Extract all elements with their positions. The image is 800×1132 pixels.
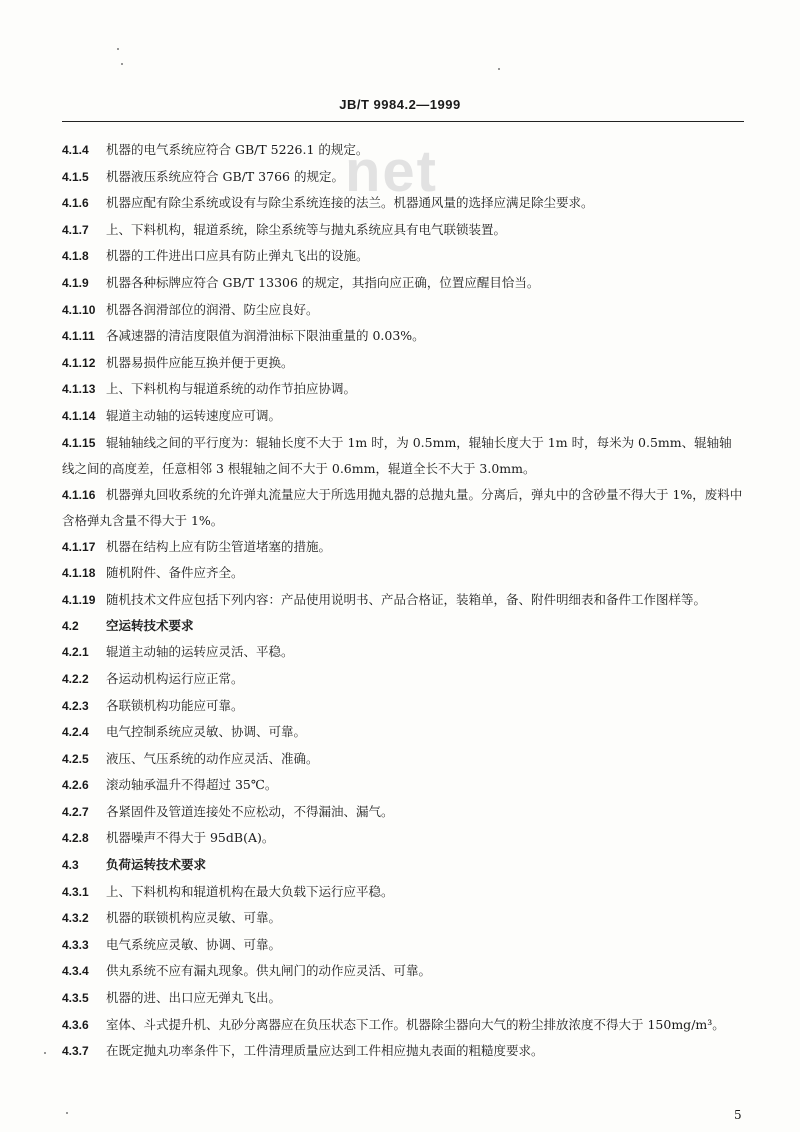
clause-text: 上、下料机构与辊道系统的动作节拍应协调。 bbox=[106, 381, 357, 397]
scan-speck bbox=[121, 63, 123, 65]
clause-item bbox=[62, 958, 744, 985]
clause-item bbox=[62, 403, 744, 430]
clause-number: 4.2.7 bbox=[62, 804, 89, 819]
clause-text: 上、下料机构，辊道系统，除尘系统等与抛丸系统应具有电气联锁装置。 bbox=[106, 221, 507, 237]
clause-item bbox=[62, 297, 744, 324]
clause-item bbox=[62, 587, 744, 613]
clause-text: 机器应配有除尘系统或设有与除尘系统连接的法兰。机器通风量的选择应满足除尘要求。 bbox=[106, 195, 594, 211]
page-number: 5 bbox=[734, 1108, 742, 1122]
clause-text: 机器的进、出口应无弹丸飞出。 bbox=[106, 990, 282, 1006]
clause-text: 各联锁机构功能应可靠。 bbox=[106, 697, 244, 713]
clause-item bbox=[62, 137, 744, 164]
scan-speck bbox=[66, 1112, 68, 1114]
clause-text: 滚动轴承温升不得超过 35℃。 bbox=[106, 777, 278, 793]
clause-text: 各紧固件及管道连接处不应松动，不得漏油、漏气。 bbox=[106, 803, 394, 819]
clause-item bbox=[62, 243, 744, 270]
clause-text: 机器的联锁机构应灵敏、可靠。 bbox=[106, 910, 282, 926]
clause-number: 4.3.1 bbox=[62, 884, 89, 899]
clause-item bbox=[62, 270, 744, 297]
clause-number: 4.1.6 bbox=[62, 196, 89, 211]
clause-number: 4.1.15 bbox=[62, 435, 96, 450]
clause-item bbox=[62, 772, 744, 799]
clause-item bbox=[62, 666, 744, 693]
clause-item bbox=[62, 560, 744, 587]
clause-number: 4.1.17 bbox=[62, 539, 96, 554]
clause-item bbox=[62, 190, 744, 217]
clause-number: 4.1.8 bbox=[62, 249, 89, 264]
clause-item bbox=[62, 350, 744, 377]
clause-number: 4.1.16 bbox=[62, 487, 96, 502]
clause-text: 各运动机构运行应正常。 bbox=[106, 670, 244, 686]
clause-text: 空运转技术要求 bbox=[106, 617, 194, 633]
clause-number: 4.3 bbox=[62, 858, 79, 873]
clause-number: 4.2 bbox=[62, 618, 79, 633]
clause-text: 电气系统应灵敏、协调、可靠。 bbox=[106, 936, 282, 952]
clause-item bbox=[62, 905, 744, 932]
clause-text: 辊轴轴线之间的平行度为：辊轴长度不大于 1m 时，为 0.5mm，辊轴长度大于 1m 时，每米为 0.5mm、辊轴轴线之间的高度差，任意相邻 3 根辊轴之间不大于 0.6mm，辊道全长不大于 3.0mm。 bbox=[62, 434, 732, 476]
clause-text: 供丸系统不应有漏丸现象。供丸闸门的动作应灵活、可靠。 bbox=[106, 963, 432, 979]
clause-number: 4.2.6 bbox=[62, 778, 89, 793]
clause-text: 辊道主动轴的运转速度应可调。 bbox=[106, 407, 282, 423]
clause-text: 随机附件、备件应齐全。 bbox=[106, 565, 244, 581]
clause-number: 4.2.1 bbox=[62, 645, 89, 660]
clause-number: 4.2.8 bbox=[62, 831, 89, 846]
clause-text: 各减速器的清洁度限值为润滑油标下限油重量的 0.03%。 bbox=[106, 328, 425, 344]
clause-text: 液压、气压系统的动作应灵活、准确。 bbox=[106, 750, 319, 766]
clause-item bbox=[62, 985, 744, 1012]
clause-item bbox=[62, 482, 744, 534]
clause-item bbox=[62, 217, 744, 244]
clause-text: 负荷运转技术要求 bbox=[106, 857, 207, 873]
clause-number: 4.1.19 bbox=[62, 592, 96, 607]
document-header: JB/T 9984.2—1999 bbox=[339, 97, 461, 112]
clause-number: 4.1.4 bbox=[62, 143, 89, 157]
clause-item bbox=[62, 323, 744, 350]
clause-number: 4.3.6 bbox=[62, 1017, 89, 1032]
clause-text: 机器液压系统应符合 GB/T 3766 的规定。 bbox=[106, 168, 344, 184]
clause-number: 4.1.5 bbox=[62, 169, 89, 184]
scan-speck bbox=[44, 1052, 46, 1054]
clause-item bbox=[62, 746, 744, 773]
clause-number: 4.3.3 bbox=[62, 937, 89, 952]
clause-item bbox=[62, 376, 744, 403]
clause-item bbox=[62, 639, 744, 666]
clause-item bbox=[62, 825, 744, 852]
clause-text: 随机技术文件应包括下列内容：产品使用说明书、产品合格证，装箱单，备、附件明细表和备件工作图样等。 bbox=[106, 591, 707, 607]
clause-text: 机器的工件进出口应具有防止弹丸飞出的设施。 bbox=[106, 248, 369, 264]
clause-number: 4.1.12 bbox=[62, 355, 96, 370]
clause-item bbox=[62, 1012, 744, 1038]
header-rule bbox=[62, 121, 744, 122]
clause-number: 4.1.14 bbox=[62, 408, 96, 423]
clause-number: 4.1.9 bbox=[62, 275, 89, 290]
clause-number: 4.2.3 bbox=[62, 698, 89, 713]
clause-number: 4.2.5 bbox=[62, 751, 89, 766]
clause-list bbox=[62, 137, 744, 1064]
clause-text: 电气控制系统应灵敏、协调、可靠。 bbox=[106, 724, 307, 740]
clause-number: 4.3.5 bbox=[62, 991, 89, 1006]
clause-text: 上、下料机构和辊道机构在最大负载下运行应平稳。 bbox=[106, 883, 394, 899]
clause-number: 4.3.2 bbox=[62, 911, 89, 926]
clause-item bbox=[62, 534, 744, 561]
clause-text: 机器易损件应能互换并便于更换。 bbox=[106, 354, 294, 370]
clause-number: 4.2.2 bbox=[62, 671, 89, 686]
clause-item bbox=[62, 430, 744, 482]
watermark: net bbox=[345, 139, 438, 204]
clause-item bbox=[62, 693, 744, 720]
clause-number: 4.3.4 bbox=[62, 964, 89, 979]
clause-text: 机器弹丸回收系统的允许弹丸流量应大于所选用抛丸器的总抛丸量。分离后，弹丸中的含砂量不得大于 1%，废料中含格弹丸含量不得大于 1%。 bbox=[62, 486, 743, 528]
scan-speck bbox=[498, 68, 500, 70]
clause-item bbox=[62, 932, 744, 959]
clause-number: 4.2.4 bbox=[62, 725, 89, 740]
clause-text: 机器噪声不得大于 95dB(A)。 bbox=[106, 830, 275, 846]
clause-text: 机器各润滑部位的润滑、防尘应良好。 bbox=[106, 301, 319, 317]
clause-text: 室体、斗式提升机、丸砂分离器应在负压状态下工作。机器除尘器向大气的粉尘排放浓度不得大于 150mg/m³。 bbox=[106, 1016, 725, 1032]
clause-item bbox=[62, 1038, 744, 1065]
clause-number: 4.1.11 bbox=[62, 329, 95, 344]
section-heading bbox=[62, 613, 744, 640]
clause-number: 4.1.18 bbox=[62, 566, 96, 581]
clause-text: 辊道主动轴的运转应灵活、平稳。 bbox=[106, 644, 294, 660]
clause-number: 4.1.13 bbox=[62, 382, 96, 397]
clause-number: 4.1.10 bbox=[62, 302, 96, 317]
scan-speck bbox=[117, 48, 119, 50]
clause-text: 在既定抛丸功率条件下，工件清理质量应达到工件相应抛丸表面的粗糙度要求。 bbox=[106, 1042, 544, 1058]
clause-text: 机器在结构上应有防尘管道堵塞的措施。 bbox=[106, 538, 332, 554]
clause-item bbox=[62, 719, 744, 746]
clause-number: 4.1.7 bbox=[62, 222, 89, 237]
clause-text: 机器各种标牌应符合 GB/T 13306 的规定，其指向应正确，位置应醒目恰当。 bbox=[106, 274, 540, 290]
clause-number: 4.3.7 bbox=[62, 1043, 89, 1058]
clause-text: 机器的电气系统应符合 GB/T 5226.1 的规定。 bbox=[106, 142, 369, 157]
clause-item bbox=[62, 799, 744, 826]
clause-item bbox=[62, 879, 744, 906]
clause-item bbox=[62, 164, 744, 191]
section-heading bbox=[62, 852, 744, 879]
